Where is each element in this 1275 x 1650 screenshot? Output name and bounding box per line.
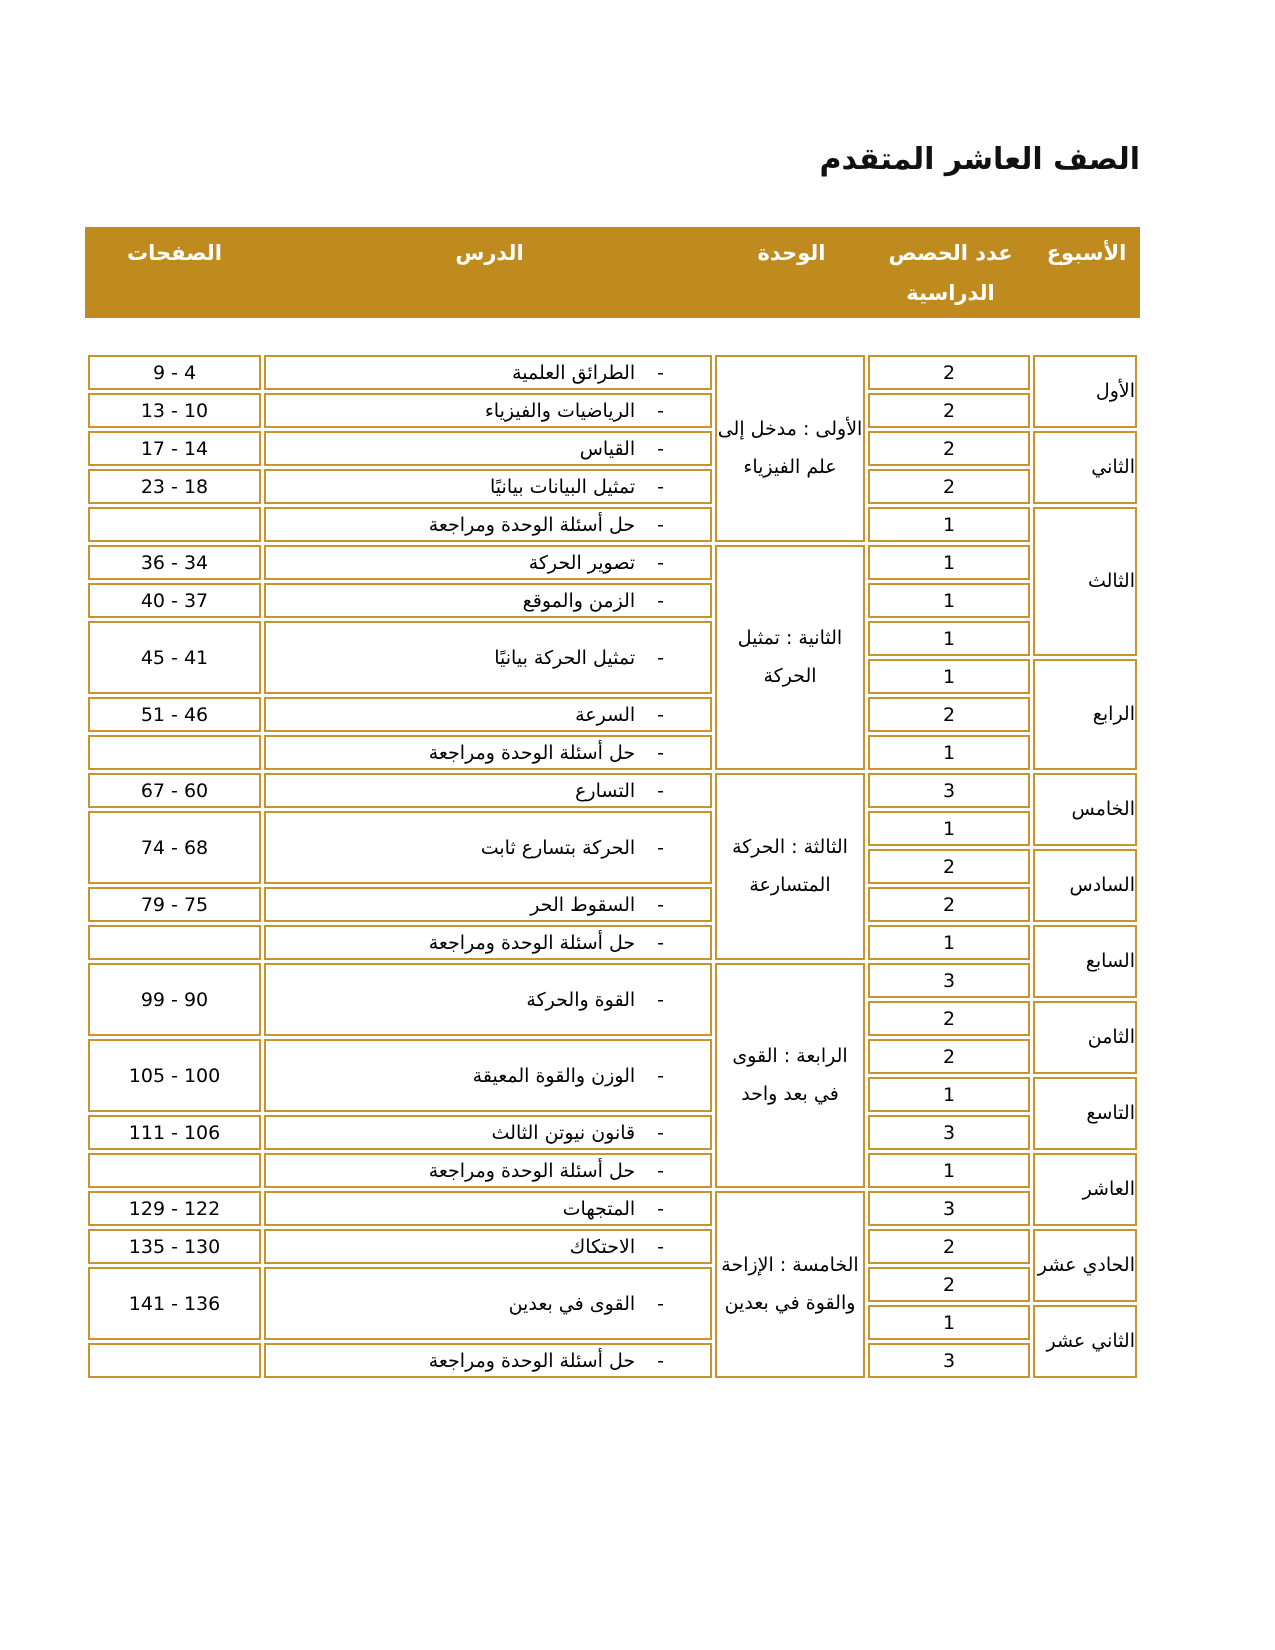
lesson-cell [264,431,712,466]
dash-bullet: - [657,589,664,612]
week-cell: الثاني [1033,431,1137,504]
pages-cell: 74 - 68 [88,811,261,884]
periods-cell: 1 [868,925,1030,960]
column-header-periods: عدد الحصص الدراسية [888,241,1013,305]
periods-cell: 2 [868,697,1030,732]
table-row [88,431,1137,466]
dash-bullet: - [657,741,664,764]
pages-cell [88,925,261,960]
lesson-cell [264,583,712,618]
table-row [88,1229,1137,1264]
dash-bullet: - [657,931,664,954]
periods-cell: 3 [868,1115,1030,1150]
lesson-title: الرياضيات والفيزياء [484,399,636,422]
pages-cell: 99 - 90 [88,963,261,1036]
lesson-title: السقوط الحر [530,893,636,916]
dash-bullet: - [657,1292,664,1315]
week-cell: السادس [1033,849,1137,922]
lesson-cell [264,355,712,390]
dash-bullet: - [657,513,664,536]
lesson-cell [264,925,712,960]
lesson-title: الاحتكاك [569,1235,636,1258]
lesson-title: حل أسئلة الوحدة ومراجعة [428,931,636,954]
lesson-title: القوة والحركة [526,988,636,1011]
periods-cell: 2 [868,1001,1030,1036]
lesson-cell [264,1115,712,1150]
pages-cell: 17 - 14 [88,431,261,466]
pages-cell: 40 - 37 [88,583,261,618]
table-row [88,1267,1137,1302]
table-row [88,887,1137,922]
pages-cell: 67 - 60 [88,773,261,808]
unit-cell: الثالثة : الحركة المتسارعة [715,773,865,960]
table-row [88,1039,1137,1074]
pages-cell: 23 - 18 [88,469,261,504]
table-row [88,583,1137,618]
periods-cell: 3 [868,773,1030,808]
periods-cell: 1 [868,735,1030,770]
week-cell: التاسع [1033,1077,1137,1150]
dash-bullet: - [657,1197,664,1220]
table-row [88,773,1137,808]
periods-cell: 2 [868,887,1030,922]
periods-cell: 3 [868,963,1030,998]
lesson-cell [264,811,712,884]
periods-cell: 2 [868,1039,1030,1074]
pages-cell: 111 - 106 [88,1115,261,1150]
pages-cell [88,1153,261,1188]
column-header-week: الأسبوع [1046,241,1127,265]
table-row [88,545,1137,580]
unit-cell: الثانية : تمثيل الحركة [715,545,865,770]
week-cell: السابع [1033,925,1137,998]
pages-cell: 51 - 46 [88,697,261,732]
lesson-title: حل أسئلة الوحدة ومراجعة [428,741,636,764]
lesson-cell [264,1191,712,1226]
dash-bullet: - [657,1349,664,1372]
week-cell: الثامن [1033,1001,1137,1074]
lesson-title: المتجهات [562,1197,636,1220]
lesson-title: تصوير الحركة [528,551,636,574]
table-row [88,621,1137,656]
table-row [88,963,1137,998]
dash-bullet: - [657,1121,664,1144]
periods-cell: 2 [868,1229,1030,1264]
pages-cell: 79 - 75 [88,887,261,922]
column-header-lesson: الدرس [455,241,524,265]
lesson-cell [264,1267,712,1340]
week-cell: الخامس [1033,773,1137,846]
table-row [88,507,1137,542]
pages-cell: 9 - 4 [88,355,261,390]
dash-bullet: - [657,893,664,916]
periods-cell: 1 [868,507,1030,542]
pages-cell: 13 - 10 [88,393,261,428]
lesson-cell [264,1229,712,1264]
lesson-title: قانون نيوتن الثالث [491,1121,636,1144]
pages-cell [88,735,261,770]
dash-bullet: - [657,1159,664,1182]
dash-bullet: - [657,437,664,460]
periods-cell: 1 [868,1153,1030,1188]
periods-cell: 2 [868,1267,1030,1302]
lesson-cell [264,469,712,504]
pages-cell: 45 - 41 [88,621,261,694]
periods-cell: 3 [868,1343,1030,1378]
lesson-title: حل أسئلة الوحدة ومراجعة [428,1349,636,1372]
table-row [88,925,1137,960]
week-cell: الأول [1033,355,1137,428]
table-row [88,1191,1137,1226]
table-row [88,355,1137,390]
lesson-title: الزمن والموقع [522,589,636,612]
table-row [88,1153,1137,1188]
dash-bullet: - [657,1235,664,1258]
week-cell: الثاني عشر [1033,1305,1137,1378]
pages-cell [88,507,261,542]
dash-bullet: - [657,988,664,1011]
page-title: الصف العاشر المتقدم [819,142,1140,177]
unit-cell: الأولى : مدخل إلى علم الفيزياء [715,355,865,542]
lesson-title: القياس [579,437,636,460]
dash-bullet: - [657,551,664,574]
lesson-title: الحركة بتسارع ثابت [480,836,636,859]
column-header-pages: الصفحات [126,241,222,265]
lesson-title: التسارع [575,779,636,802]
lesson-title: الوزن والقوة المعيقة [472,1064,636,1087]
table-row [88,1343,1137,1378]
periods-cell: 1 [868,811,1030,846]
lesson-cell [264,887,712,922]
lesson-cell [264,963,712,1036]
periods-cell: 1 [868,621,1030,656]
periods-cell: 1 [868,1305,1030,1340]
dash-bullet: - [657,399,664,422]
week-cell: الثالث [1033,507,1137,656]
table-row [88,697,1137,732]
periods-cell: 1 [868,659,1030,694]
pages-cell: 36 - 34 [88,545,261,580]
lesson-title: السرعة [575,703,636,726]
pages-cell: 129 - 122 [88,1191,261,1226]
pages-cell: 141 - 136 [88,1267,261,1340]
periods-cell: 3 [868,1191,1030,1226]
periods-cell: 1 [868,583,1030,618]
column-header-unit: الوحدة [757,241,826,265]
lesson-cell [264,773,712,808]
unit-cell: الخامسة : الإزاحة والقوة في بعدين [715,1191,865,1378]
dash-bullet: - [657,361,664,384]
lesson-cell [264,621,712,694]
table-row [88,735,1137,770]
dash-bullet: - [657,703,664,726]
lesson-title: تمثيل البيانات بيانيًا [490,475,636,498]
pages-cell: 135 - 130 [88,1229,261,1264]
lesson-cell [264,1039,712,1112]
week-cell: العاشر [1033,1153,1137,1226]
week-cell: الحادي عشر [1033,1229,1137,1302]
table-header-row [85,227,1140,318]
periods-cell: 1 [868,1077,1030,1112]
lesson-cell [264,735,712,770]
dash-bullet: - [657,475,664,498]
table-row [88,1115,1137,1150]
periods-cell: 2 [868,849,1030,884]
lesson-cell [264,1153,712,1188]
lesson-title: حل أسئلة الوحدة ومراجعة [428,1159,636,1182]
pages-cell: 105 - 100 [88,1039,261,1112]
lesson-cell [264,545,712,580]
periods-cell: 2 [868,431,1030,466]
dash-bullet: - [657,779,664,802]
unit-cell: الرابعة : القوى في بعد واحد [715,963,865,1188]
lesson-cell [264,697,712,732]
periods-cell: 2 [868,355,1030,390]
periods-cell: 2 [868,469,1030,504]
lesson-title: تمثيل الحركة بيانيًا [494,646,636,669]
table-row [88,811,1137,846]
periods-cell: 2 [868,393,1030,428]
table-row [88,469,1137,504]
dash-bullet: - [657,646,664,669]
lesson-title: الطرائق العلمية [512,361,636,384]
lesson-cell [264,507,712,542]
lesson-title: حل أسئلة الوحدة ومراجعة [428,513,636,536]
dash-bullet: - [657,1064,664,1087]
lesson-title: القوى في بعدين [508,1292,636,1315]
lesson-cell [264,393,712,428]
lesson-cell [264,1343,712,1378]
pages-cell [88,1343,261,1378]
dash-bullet: - [657,836,664,859]
curriculum-table [85,352,1140,1381]
periods-cell: 1 [868,545,1030,580]
table-row [88,393,1137,428]
week-cell: الرابع [1033,659,1137,770]
